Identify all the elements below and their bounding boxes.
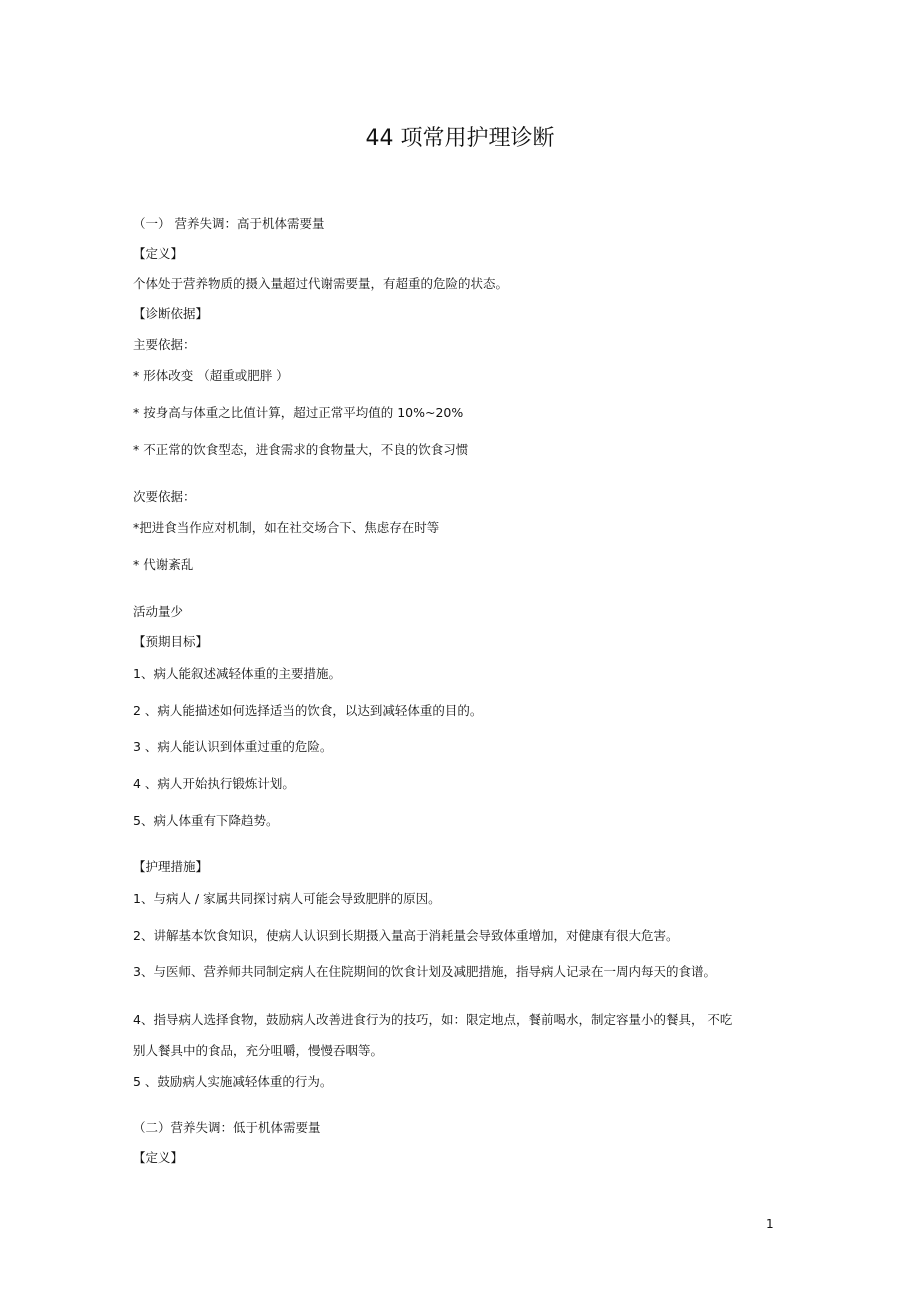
subheading-definition: 【定义】 <box>133 246 184 261</box>
paragraph-line: 次要依据： <box>133 489 196 504</box>
subheading-goals: 【预期目标】 <box>133 634 209 649</box>
list-item: 3、与医师、营养师共同制定病人在住院期间的饮食计划及减肥措施，指导病人记录在一周内每天的食谱。 <box>133 964 716 979</box>
list-item: *把进食当作应对机制，如在社交场合下、焦虑存在时等 <box>133 520 440 535</box>
list-item: * 代谢紊乱 <box>133 557 194 572</box>
page-number: 1 <box>766 1217 774 1231</box>
section-heading: （二）营养失调：低于机体需要量 <box>133 1120 321 1135</box>
list-item: 1、病人能叙述减轻体重的主要措施。 <box>133 666 341 681</box>
list-item: 2 、病人能描述如何选择适当的饮食，以达到减轻体重的目的。 <box>133 703 483 718</box>
paragraph-line: 主要依据： <box>133 337 196 352</box>
list-item-continued: 别人餐具中的食品，充分咀嚼，慢慢吞咽等。 <box>133 1043 384 1058</box>
list-item: * 形体改变 （超重或肥胖 ） <box>133 368 289 383</box>
list-item: 4、指导病人选择食物，鼓励病人改善进食行为的技巧，如：限定地点，餐前喝水，制定容量小的餐具， 不吃 <box>133 1012 733 1027</box>
list-item: 2、讲解基本饮食知识，使病人认识到长期摄入量高于消耗量会导致体重增加，对健康有很大危害。 <box>133 928 679 943</box>
list-item: 5 、鼓励病人实施减轻体重的行为。 <box>133 1074 333 1089</box>
paragraph-line: 个体处于营养物质的摄入量超过代谢需要量，有超重的危险的状态。 <box>133 276 509 291</box>
paragraph-line: 活动量少 <box>133 604 184 619</box>
section-heading: （一） 营养失调：高于机体需要量 <box>133 216 325 231</box>
list-item: 1、与病人 / 家属共同探讨病人可能会导致肥胖的原因。 <box>133 891 441 906</box>
list-item: 4 、病人开始执行锻炼计划。 <box>133 776 295 791</box>
list-item: * 按身高与体重之比值计算，超过正常平均值的 10%~20% <box>133 405 464 420</box>
list-item: 5、病人体重有下降趋势。 <box>133 813 279 828</box>
document-title: 44 项常用护理诊断 <box>365 126 555 151</box>
subheading-definition: 【定义】 <box>133 1150 184 1165</box>
subheading-diagnosis: 【诊断依据】 <box>133 306 209 321</box>
list-item: 3 、病人能认识到体重过重的危险。 <box>133 739 333 754</box>
list-item: * 不正常的饮食型态，进食需求的食物量大，不良的饮食习惯 <box>133 442 469 457</box>
subheading-measures: 【护理措施】 <box>133 859 209 874</box>
